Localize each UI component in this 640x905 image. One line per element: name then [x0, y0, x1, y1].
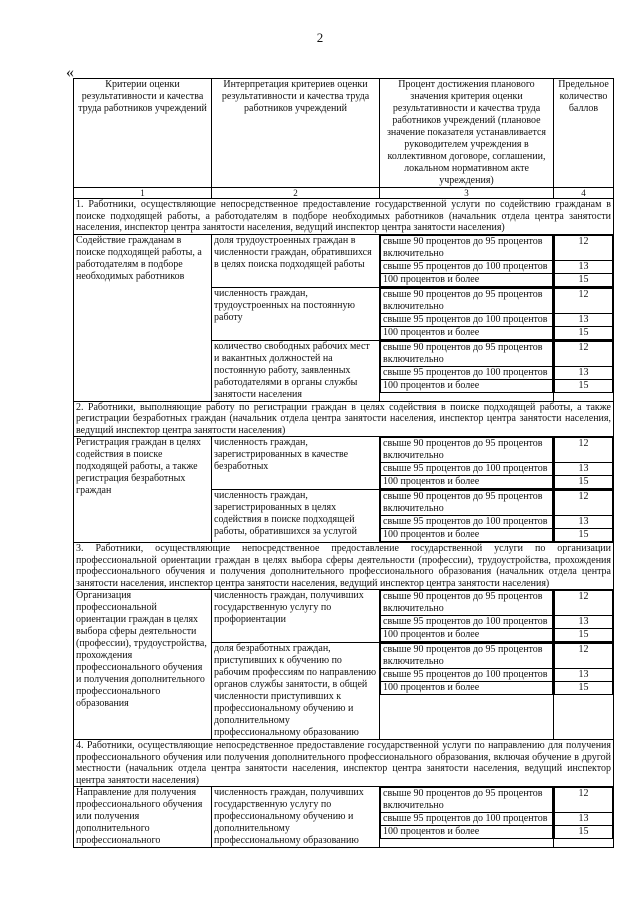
- criteria-row: [74, 234, 614, 287]
- page-number: 2: [316, 30, 324, 45]
- points-value: 13: [555, 516, 613, 529]
- section-title-row: [74, 543, 614, 590]
- percent-range: свыше 90 процентов до 95 процентов включительно: [381, 491, 553, 516]
- section-title: 2. Работники, выполняющие работу по регистрации граждан в целях содействия в поиске подходящей работы, а также регистрации безработных граждан (начальник отдела центра занятости населения, инспектор центра занятости населения, ведущий инспектор центра занятости населения): [74, 401, 614, 437]
- percent-range-row: [381, 616, 553, 629]
- column-number: 4: [554, 188, 614, 199]
- points-row: [555, 629, 613, 642]
- interpretation-cell: численность граждан, зарегистрированных в качестве безработных: [212, 437, 380, 490]
- points-value: 13: [555, 313, 613, 326]
- percent-range-row: [381, 313, 553, 326]
- points-row: [555, 616, 613, 629]
- points-row: [555, 682, 613, 695]
- section-title: 4. Работники, осуществляющие непосредственное предоставление государственной услуги по направлению для получения профессионального обучения или получения дополнительного профессионального образования, включая обучение в другой местности (начальник отдела центра занятости населения, инспектор центра занятости населения, ведущий инспектор центра занятости населения): [74, 740, 614, 787]
- criteria-row: [74, 590, 614, 643]
- percent-range: свыше 90 процентов до 95 процентов включительно: [381, 341, 553, 366]
- points-row: [555, 516, 613, 529]
- points-value: 12: [555, 644, 613, 669]
- interpretation-cell: доля трудоустроенных граждан в численности граждан, обратившихся в целях поиска подходящей работы: [212, 234, 380, 287]
- points-row: [555, 260, 613, 273]
- percent-range-cell: [380, 643, 554, 740]
- percent-range-list: [380, 288, 553, 340]
- points-row: [555, 379, 613, 392]
- points-row: [555, 463, 613, 476]
- percent-range: свыше 95 процентов до 100 процентов: [381, 313, 553, 326]
- criteria-row: [74, 787, 614, 848]
- percent-range-cell: [380, 340, 554, 401]
- percent-range-cell: [380, 437, 554, 490]
- section-title-row: [74, 401, 614, 437]
- points-row: [555, 235, 613, 260]
- points-list: [554, 490, 613, 542]
- percent-range-row: [381, 366, 553, 379]
- points-cell: [554, 437, 614, 490]
- points-cell: [554, 234, 614, 287]
- points-value: 12: [555, 438, 613, 463]
- percent-range-row: [381, 379, 553, 392]
- points-value: 13: [555, 813, 613, 826]
- percent-range-cell: [380, 590, 554, 643]
- points-cell: [554, 590, 614, 643]
- percent-range: свыше 95 процентов до 100 процентов: [381, 669, 553, 682]
- points-cell: [554, 787, 614, 848]
- percent-range-row: [381, 788, 553, 813]
- section-title-row: [74, 199, 614, 235]
- percent-range: свыше 90 процентов до 95 процентов включительно: [381, 644, 553, 669]
- interpretation-cell: численность граждан, трудоустроенных на постоянную работу: [212, 287, 380, 340]
- points-value: 13: [555, 366, 613, 379]
- points-row: [555, 529, 613, 542]
- points-list: [554, 643, 613, 695]
- section-title: 1. Работники, осуществляющие непосредственное предоставление государственной услуги по содействию гражданам в поиске подходящей работы, а работодателям в подборе необходимых работников (начальник отдела центра занятости населения, инспектор центра занятости населения, ведущий инспектор центра занятости населения): [74, 199, 614, 235]
- percent-range: свыше 95 процентов до 100 процентов: [381, 366, 553, 379]
- criterion-cell: Регистрация граждан в целях содействия в поиске подходящей работы, а также регистрация безработных граждан: [74, 437, 212, 543]
- points-row: [555, 366, 613, 379]
- points-value: 12: [555, 591, 613, 616]
- percent-range: свыше 90 процентов до 95 процентов включительно: [381, 591, 553, 616]
- section-title-row: [74, 740, 614, 787]
- points-row: [555, 476, 613, 489]
- interpretation-cell: доля безработных граждан, приступивших к обучению по рабочим профессиям по направлению органов службы занятости, в общей численности приступивших к профессиональному обучению и дополнительному профессиональному образованию: [212, 643, 380, 740]
- points-row: [555, 788, 613, 813]
- percent-range: свыше 95 процентов до 100 процентов: [381, 516, 553, 529]
- percent-range-row: [381, 273, 553, 286]
- percent-range-row: [381, 516, 553, 529]
- opening-quote-mark: «: [66, 64, 74, 81]
- percent-range-row: [381, 288, 553, 313]
- points-value: 13: [555, 260, 613, 273]
- percent-range-row: [381, 669, 553, 682]
- percent-range-row: [381, 826, 553, 839]
- points-value: 15: [555, 273, 613, 286]
- points-value: 12: [555, 235, 613, 260]
- column-number: 1: [74, 188, 212, 199]
- points-value: 15: [555, 682, 613, 695]
- points-value: 12: [555, 788, 613, 813]
- points-value: 15: [555, 379, 613, 392]
- percent-range-row: [381, 529, 553, 542]
- points-row: [555, 313, 613, 326]
- points-value: 15: [555, 629, 613, 642]
- points-value: 12: [555, 491, 613, 516]
- table-header-row: [74, 79, 614, 188]
- points-row: [555, 341, 613, 366]
- percent-range: свыше 90 процентов до 95 процентов включительно: [381, 235, 553, 260]
- percent-range-list: [380, 235, 553, 287]
- percent-range: 100 процентов и более: [381, 629, 553, 642]
- percent-range-cell: [380, 287, 554, 340]
- percent-range: 100 процентов и более: [381, 326, 553, 339]
- points-value: 13: [555, 669, 613, 682]
- interpretation-cell: численность граждан, зарегистрированных в целях содействия в поиске подходящей работы, обратившихся за услугой: [212, 490, 380, 543]
- percent-range: свыше 90 процентов до 95 процентов включительно: [381, 438, 553, 463]
- percent-range-list: [380, 437, 553, 489]
- percent-range-cell: [380, 787, 554, 848]
- points-row: [555, 491, 613, 516]
- points-value: 15: [555, 826, 613, 839]
- percent-range-row: [381, 491, 553, 516]
- percent-range-row: [381, 438, 553, 463]
- criterion-cell: Содействие гражданам в поиске подходящей работы, а работодателям в подборе необходимых работников: [74, 234, 212, 401]
- column-number: 3: [380, 188, 554, 199]
- percent-range: свыше 95 процентов до 100 процентов: [381, 463, 553, 476]
- percent-range-row: [381, 629, 553, 642]
- header-percent-achievement: Процент достижения планового значения критерия оценки результативности и качества труда работников учреждений (плановое значение показателя устанавливается руководителем учреждения в коллективном договоре, соглашении, локальном нормативном акте учреждения): [380, 79, 554, 188]
- points-cell: [554, 340, 614, 401]
- header-interpretation: Интерпретация критериев оценки результативности и качества труда работников учреждений: [212, 79, 380, 188]
- percent-range-list: [380, 643, 553, 695]
- points-row: [555, 438, 613, 463]
- percent-range-row: [381, 463, 553, 476]
- percent-range-list: [380, 787, 553, 839]
- section-title: 3. Работники, осуществляющие непосредственное предоставление государственной услуги по организации профессиональной ориентации граждан в целях выбора сферы деятельности (профессии), трудоустройства, прохождения профессионального обучения и получения дополнительного профессионального образования (начальник отдела центра занятости населения, инспектор центра занятости населения, ведущий инспектор центра занятости населения): [74, 543, 614, 590]
- percent-range: 100 процентов и более: [381, 529, 553, 542]
- criterion-cell: Организация профессиональной ориентации граждан в целях выбора сферы деятельности (профессии), трудоустройства, прохождения профессионального обучения и получения дополнительного профессионального образования: [74, 590, 212, 740]
- points-list: [554, 341, 613, 393]
- percent-range-row: [381, 235, 553, 260]
- points-row: [555, 644, 613, 669]
- points-list: [554, 590, 613, 642]
- percent-range-row: [381, 326, 553, 339]
- percent-range: свыше 90 процентов до 95 процентов включительно: [381, 788, 553, 813]
- percent-range-list: [380, 490, 553, 542]
- points-value: 12: [555, 341, 613, 366]
- points-cell: [554, 287, 614, 340]
- percent-range: 100 процентов и более: [381, 476, 553, 489]
- points-row: [555, 669, 613, 682]
- percent-range-row: [381, 260, 553, 273]
- percent-range-cell: [380, 490, 554, 543]
- header-criteria: Критерии оценки результативности и качества труда работников учреждений: [74, 79, 212, 188]
- points-row: [555, 826, 613, 839]
- percent-range: 100 процентов и более: [381, 379, 553, 392]
- points-cell: [554, 490, 614, 543]
- criteria-table: [73, 78, 614, 848]
- points-value: 13: [555, 463, 613, 476]
- points-row: [555, 591, 613, 616]
- points-row: [555, 813, 613, 826]
- points-row: [555, 288, 613, 313]
- percent-range-row: [381, 591, 553, 616]
- points-list: [554, 787, 613, 839]
- criterion-cell: Направление для получения профессионального обучения или получения дополнительного профессионального: [74, 787, 212, 848]
- points-value: 15: [555, 326, 613, 339]
- percent-range-row: [381, 813, 553, 826]
- percent-range: 100 процентов и более: [381, 682, 553, 695]
- points-list: [554, 437, 613, 489]
- percent-range-row: [381, 476, 553, 489]
- percent-range-cell: [380, 234, 554, 287]
- percent-range: свыше 95 процентов до 100 процентов: [381, 616, 553, 629]
- percent-range: свыше 95 процентов до 100 процентов: [381, 813, 553, 826]
- interpretation-cell: численность граждан, получивших государственную услугу по профессиональному обучению и дополнительному профессиональному образованию: [212, 787, 380, 848]
- percent-range-row: [381, 644, 553, 669]
- percent-range-list: [380, 590, 553, 642]
- percent-range-list: [380, 341, 553, 393]
- percent-range: 100 процентов и более: [381, 826, 553, 839]
- percent-range-row: [381, 682, 553, 695]
- header-max-points: Предельное количество баллов: [554, 79, 614, 188]
- points-value: 15: [555, 529, 613, 542]
- interpretation-cell: количество свободных рабочих мест и вакантных должностей на постоянную работу, заявленных работодателями в органы службы занятости населения: [212, 340, 380, 401]
- column-number-row: [74, 188, 614, 199]
- points-value: 12: [555, 288, 613, 313]
- points-row: [555, 273, 613, 286]
- column-number: 2: [212, 188, 380, 199]
- percent-range-row: [381, 341, 553, 366]
- points-list: [554, 235, 613, 287]
- points-list: [554, 288, 613, 340]
- points-value: 15: [555, 476, 613, 489]
- points-value: 13: [555, 616, 613, 629]
- points-row: [555, 326, 613, 339]
- criteria-row: [74, 437, 614, 490]
- interpretation-cell: численность граждан, получивших государственную услугу по профориентации: [212, 590, 380, 643]
- percent-range: свыше 95 процентов до 100 процентов: [381, 260, 553, 273]
- points-cell: [554, 643, 614, 740]
- percent-range: свыше 90 процентов до 95 процентов включительно: [381, 288, 553, 313]
- percent-range: 100 процентов и более: [381, 273, 553, 286]
